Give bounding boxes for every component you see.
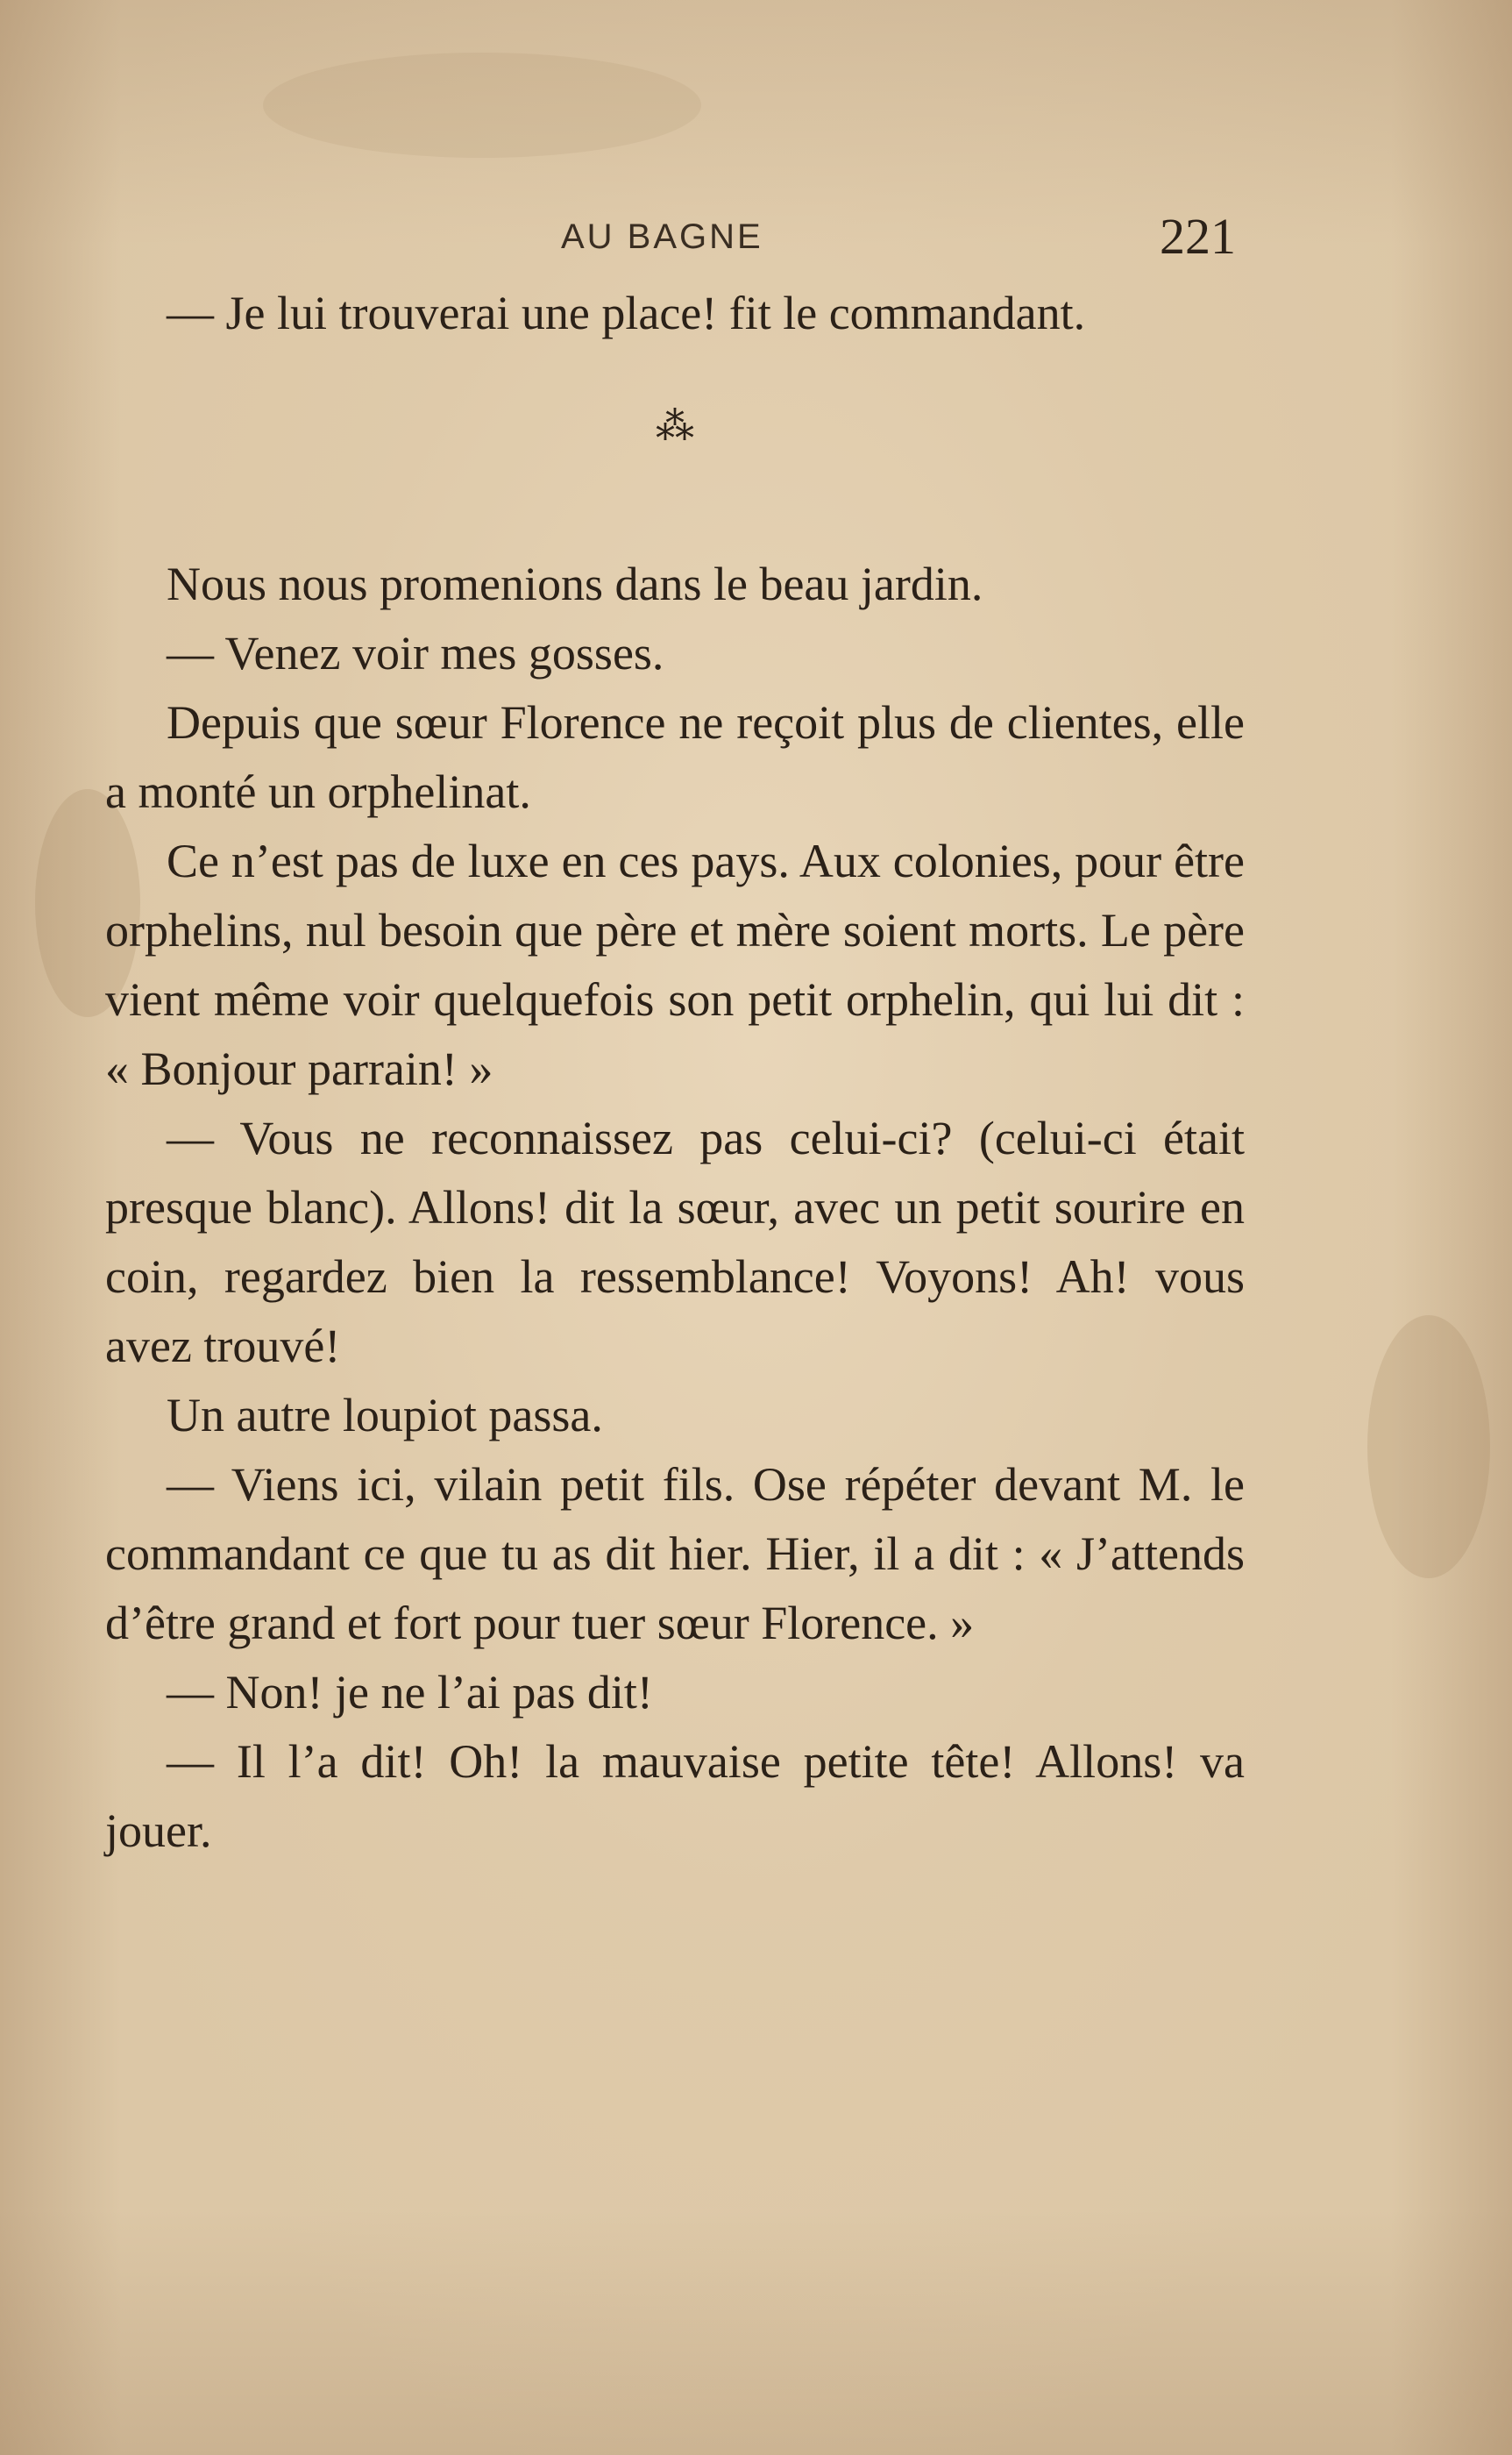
paragraph: — Viens ici, vilain petit fils. Ose répéter devant M. le commandant ce que tu as dit hier. Hier, il a dit : « J’attends d’être grand et fort pour tuer sœur Florence. » <box>105 1458 1245 1649</box>
paragraph: — Venez voir mes gosses. <box>167 627 664 680</box>
section-break <box>105 348 1245 550</box>
running-title: AU BAGNE <box>561 217 763 256</box>
paragraph: Ce n’est pas de luxe en ces pays. Aux colonies, pour être orphelins, nul besoin que père et mère soient morts. Le père vient même voir quelquefois son petit orphelin, qui lui dit : « Bonjour parrain! » <box>105 835 1245 1095</box>
paragraph: — Non! je ne l’ai pas dit! <box>167 1666 653 1718</box>
paragraph: Depuis que sœur Florence ne reçoit plus de clientes, elle a monté un orphelinat. <box>105 696 1245 818</box>
paragraph: Un autre loupiot passa. <box>167 1389 603 1441</box>
asterism-glyph: ⁂ <box>656 405 694 448</box>
paragraph: — Vous ne reconnaissez pas celui-ci? (celui-ci était presque blanc). Allons! dit la sœur, avec un petit sourire en coin, regardez bien la ressemblance! Voyons! Ah! vous avez trouvé! <box>105 1112 1245 1372</box>
page-number: 221 <box>1160 208 1236 265</box>
paragraph: Nous nous promenions dans le beau jardin. <box>167 558 983 610</box>
paragraph: — Il l’a dit! Oh! la mauvaise petite tête! Allons! va jouer. <box>105 1735 1245 1857</box>
page-header <box>105 202 1245 272</box>
paper-stain <box>1367 1315 1490 1578</box>
body-text <box>105 279 1245 1866</box>
paper-stain <box>263 53 701 158</box>
paragraph: — Je lui trouverai une place! fit le commandant. <box>167 287 1086 339</box>
